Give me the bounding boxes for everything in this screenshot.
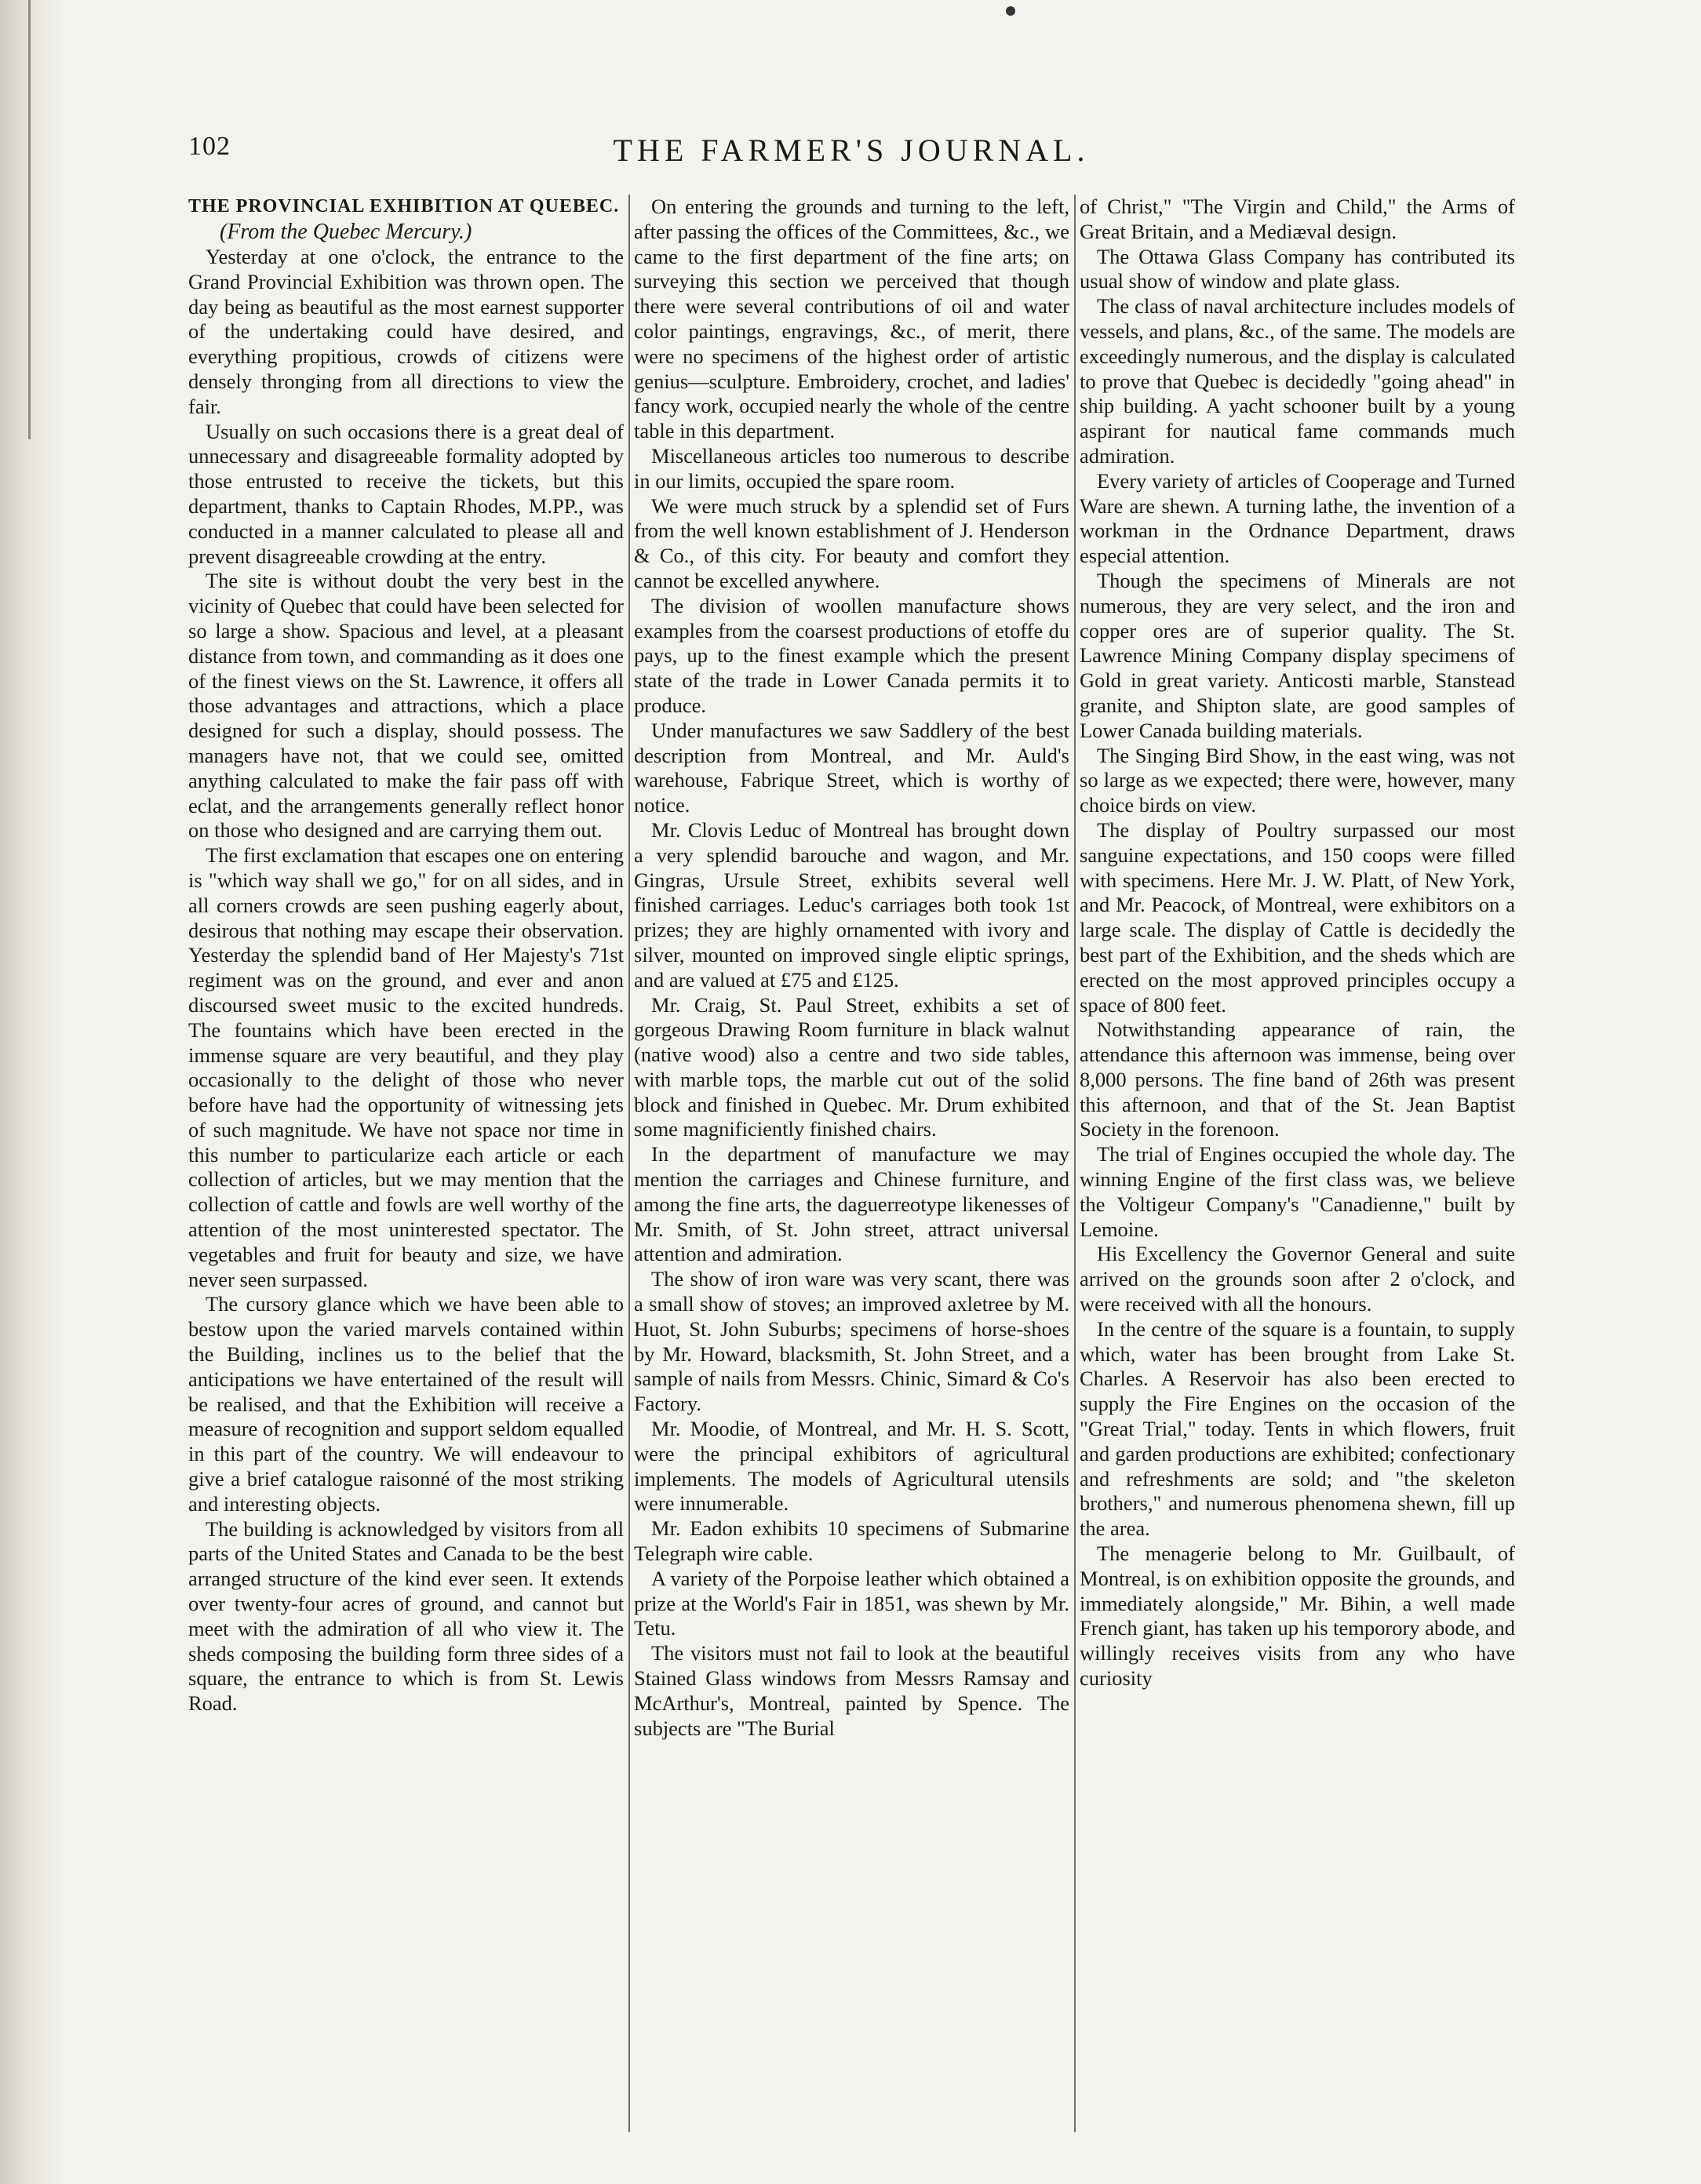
running-title: THE FARMER'S JOURNAL. [613,133,1090,168]
column-3 [1080,195,1515,2140]
paragraph: Usually on such occasions there is a great deal of unnecessary and disagreeable formality adopted by those entrusted to receive the tickets, but this department, thanks to Captain Rhodes, M.PP., was conducted in a manner calculated to please all and prevent disagreeable crowding at the entry. [188,419,624,568]
column-2 [634,195,1069,2140]
column-rule [628,195,630,2132]
column-rule [1074,195,1076,2132]
paragraph: The visitors must not fail to look at the beautiful Stained Glass windows from Messrs Ramsay and McArthur's, Montreal, painted by Spence. The subjects are "The Burial [634,1641,1069,1740]
page-number: 102 [188,132,231,161]
article-columns [188,195,1514,2140]
paragraph: Miscellaneous articles too numerous to describe in our limits, occupied the spare room. [634,443,1069,493]
paragraph: Though the specimens of Minerals are not numerous, they are very select, and the iron and copper ores are of superior quality. The St. Lawrence Mining Company display specimens of Gold in great variety. Anticosti marble, Stanstead granite, and Shipton slate, are good samples of Lower Canada building materials. [1080,568,1515,742]
paragraph: Mr. Eadon exhibits 10 specimens of Submarine Telegraph wire cable. [634,1516,1069,1566]
ink-speck [1006,6,1015,16]
paragraph: The site is without doubt the very best in the vicinity of Quebec that could have been selected for so large a show. Spacious and level, at a pleasant distance from town, and commanding as it does one of the finest views on the St. Lawrence, it offers all those advantages and attractions, which a place designed for such a display, should possess. The managers have not, that we could see, omitted anything calculated to make the fair pass off with eclat, and the arrangements generally reflect honor on those who designed and are carrying them out. [188,569,624,843]
paragraph: Mr. Moodie, of Montreal, and Mr. H. S. Scott, were the principal exhibitors of agricultural implements. The models of Agricultural utensils were innumerable. [634,1417,1069,1516]
paragraph: The cursory glance which we have been able to bestow upon the varied marvels contained within the Building, inclines us to the belief that the anticipations we have entertained of the result will be realised, and that the Exhibition will receive a measure of recognition and support seldom equalled in this part of the country. We will endeavour to give a brief catalogue raisonné of the most striking and interesting objects. [188,1292,624,1516]
paragraph: The trial of Engines occupied the whole day. The winning Engine of the first class was, we believe the Voltigeur Company's "Canadienne," built by Lemoine. [1080,1142,1515,1241]
column-1 [188,195,624,2140]
paragraph: On entering the grounds and turning to the left, after passing the offices of the Committees, &c., we came to the first department of the fine arts; on surveying this section we perceived that though there were several contributions of oil and water color paintings, engravings, &c., of merit, there were no specimens of the highest order of artistic genius—sculpture. Embroidery, crochet, and ladies' fancy work, occupied nearly the whole of the centre table in this department. [634,195,1069,443]
scan-binding-line [28,0,31,439]
paragraph: We were much struck by a splendid set of Furs from the well known establishment of J. Henderson & Co., of this city. For beauty and comfort they cannot be excelled anywhere. [634,493,1069,592]
paragraph: The show of iron ware was very scant, there was a small show of stoves; an improved axletree by M. Huot, St. John Suburbs; specimens of horse-shoes by Mr. Howard, blacksmith, St. John Street, and a sample of nails from Messrs. Chinic, Simard & Co's Factory. [634,1267,1069,1416]
paragraph: Mr. Clovis Leduc of Montreal has brought down a very splendid barouche and wagon, and Mr. Gingras, Ursule Street, exhibits several well finished carriages. Leduc's carriages both took 1st prizes; they are highly ornamented with ivory and silver, mounted on improved single eliptic springs, and are valued at £75 and £125. [634,817,1069,992]
paragraph: Yesterday at one o'clock, the entrance to the Grand Provincial Exhibition was thrown open. The day being as beautiful as the most earnest supporter of the undertaking could have desired, and everything propitious, crowds of citizens were densely thronging from all directions to view the fair. [188,245,624,418]
article-source: (From the Quebec Mercury.) [220,220,472,244]
paragraph: The Singing Bird Show, in the east wing, was not so large as we expected; there were, however, many choice birds on view. [1080,743,1515,817]
paragraph: Under manufactures we saw Saddlery of the best description from Montreal, and Mr. Auld's warehouse, Fabrique Street, which is worthy of notice. [634,718,1069,817]
paragraph: Every variety of articles of Cooperage and Turned Ware are shewn. A turning lathe, the invention of a workman in the Ordnance Department, draws especial attention. [1080,468,1515,568]
paragraph: The class of naval architecture includes models of vessels, and plans, &c., of the same. The models are exceedingly numerous, and the display is calculated to prove that Quebec is decidedly "going ahead" in ship building. A yacht schooner built by a young aspirant for nautical fame commands much admiration. [1080,294,1515,468]
page-header [188,132,1514,179]
paragraph: Notwithstanding appearance of rain, the attendance this afternoon was immense, being over 8,000 persons. The fine band of 26th was present this afternoon, and that of the St. Jean Baptist Society in the forenoon. [1080,1017,1515,1141]
scan-edge-shadow [0,0,61,2184]
paragraph: In the centre of the square is a fountain, to supply which, water has been brought from Lake St. Charles. A Reservoir has also been erected to supply the Fire Engines on the occasion of the "Great Trial," today. Tents in which flowers, fruit and garden productions are exhibited; confectionary and refreshments are sold; and "the skeleton brothers," and numerous phenomena shewn, fill up the area. [1080,1316,1515,1541]
paragraph: His Excellency the Governor General and suite arrived on the grounds soon after 2 o'clock, and were received with all the honours. [1080,1242,1515,1316]
paragraph: A variety of the Porpoise leather which obtained a prize at the World's Fair in 1851, was shewn by Mr. Tetu. [634,1566,1069,1640]
paragraph: The division of woollen manufacture shows examples from the coarsest productions of etoffe du pays, up to the finest example which the present state of the trade in Lower Canada permits it to produce. [634,593,1069,717]
paragraph: In the department of manufacture we may mention the carriages and Chinese furniture, and among the fine arts, the daguerreotype likenesses of Mr. Smith, of St. John street, attract universal attention and admiration. [634,1142,1069,1266]
paragraph: The building is acknowledged by visitors from all parts of the United States and Canada to be the best arranged structure of the kind ever seen. It extends over twenty-four acres of ground, and cannot but meet with the admiration of all who view it. The sheds composing the building form three sides of a square, the entrance to which is from St. Lewis Road. [188,1516,624,1716]
paragraph: The display of Poultry surpassed our most sanguine expectations, and 150 coops were filled with specimens. Here Mr. J. W. Platt, of New York, and Mr. Peacock, of Montreal, were exhibitors on a large scale. The display of Cattle is decidedly the best part of the Exhibition, and the sheds which are erected on the most approved principles occupy a space of 800 feet. [1080,817,1515,1017]
paragraph: Mr. Craig, St. Paul Street, exhibits a set of gorgeous Drawing Room furniture in black walnut (native wood) also a centre and two side tables, with marble tops, the marble cut out of the solid block and finished in Quebec. Mr. Drum exhibited some magnificiently finished chairs. [634,992,1069,1141]
article-title: THE PROVINCIAL EXHIBITION AT QUEBEC. [188,196,620,217]
paragraph: The Ottawa Glass Company has contributed its usual show of window and plate glass. [1080,244,1515,293]
paragraph-continued: of Christ," "The Virgin and Child," the Arms of Great Britain, and a Mediæval design. [1080,195,1515,243]
paragraph: The first exclamation that escapes one on entering is "which way shall we go," for on all sides, and in all corners crowds are seen pushing eagerly about, desirous that nothing may escape their observation. Yesterday the splendid band of Her Majesty's 71st regiment was on the ground, and ever and anon discoursed sweet music to the excited hundreds. The fountains which have been erected in the immense square are very beautiful, and they play occasionally to the delight of those who never before have had the opportunity of witnessing jets of such magnitude. We have not space nor time in this number to particularize each article or each collection of articles, but we may mention that the collection of cattle and fowls are well worthy of the attention of the most uninterested spectator. The vegetables and fruit for beauty and size, we have never seen surpassed. [188,843,624,1291]
paragraph: The menagerie belong to Mr. Guilbault, of Montreal, is on exhibition opposite the grounds, and immediately alongside," Mr. Bihin, a well made French giant, has taken up his temporory abode, and willingly receives visits from any who have curiosity [1080,1542,1515,1691]
